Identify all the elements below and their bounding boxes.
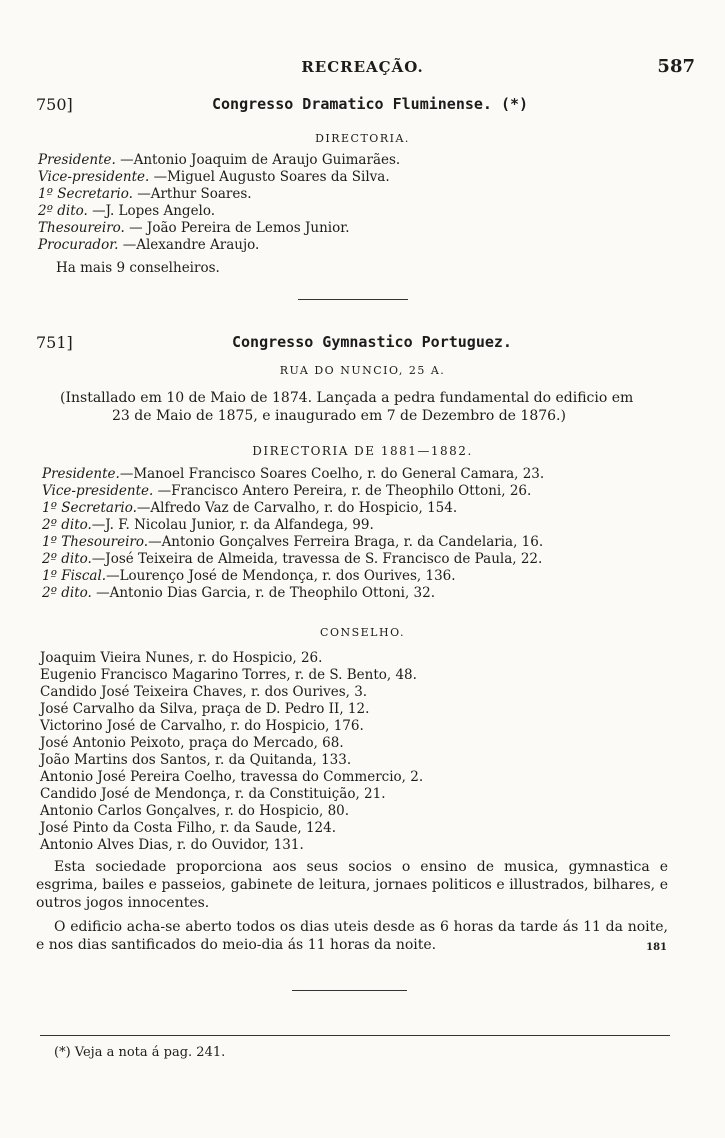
- section-title-751: Congresso Gymnastico Portuguez.: [232, 333, 512, 351]
- society-description: Esta sociedade proporciona aos seus socios o ensino de musica, gymnastica e esgrima, bailes e passeios, gabinete de leitura, jornaes politicos e illustrados, bilhares, e outros jogos innocentes.: [36, 859, 668, 911]
- footnote: (*) Veja a nota á pag. 241.: [54, 1045, 226, 1060]
- conselho-member: José Pinto da Costa Filho, r. da Saude, 124.: [40, 820, 337, 836]
- directory-line: Procurador. —Alexandre Araujo.: [38, 237, 260, 253]
- directory-line: 1º Thesoureiro.—Antonio Gonçalves Ferreira Braga, r. da Candelaria, 16.: [42, 534, 544, 550]
- conselho-member: Antonio José Pereira Coelho, travessa do Commercio, 2.: [40, 769, 424, 785]
- conselho-member: Antonio Alves Dias, r. do Ouvidor, 131.: [40, 837, 304, 853]
- directory-line: 2º dito. —J. Lopes Angelo.: [38, 203, 216, 219]
- entry-number-751: 751]: [36, 333, 73, 352]
- directory-line: 2º dito.—José Teixeira de Almeida, travessa de S. Francisco de Paula, 22.: [42, 551, 543, 567]
- directory-line: 1º Secretario.—Alfredo Vaz de Carvalho, r. do Hospicio, 154.: [42, 500, 458, 516]
- directory-line: Thesoureiro. — João Pereira de Lemos Junior.: [38, 220, 350, 236]
- address-line: RUA DO NUNCIO, 25 A.: [279, 364, 446, 377]
- conselho-member: Candido José de Mendonça, r. da Constituição, 21.: [40, 786, 386, 802]
- running-header: RECREAÇÃO.: [301, 58, 424, 76]
- directory-line: 1º Secretario. —Arthur Soares.: [38, 186, 252, 202]
- directoria-heading-751: DIRECTORIA DE 1881—1882.: [252, 444, 473, 458]
- directory-line: 2º dito. —Antonio Dias Garcia, r. de Theophilo Ottoni, 32.: [42, 585, 436, 601]
- section-title-750: Congresso Dramatico Fluminense. (*): [212, 95, 529, 113]
- conselho-heading: CONSELHO.: [320, 626, 405, 639]
- intro-line-1: (Installado em 10 de Maio de 1874. Lançada a pedra fundamental do edificio em: [60, 390, 634, 406]
- conselho-member: Eugenio Francisco Magarino Torres, r. de S. Bento, 48.: [40, 667, 417, 683]
- intro-line-2: 23 de Maio de 1875, e inaugurado em 7 de Dezembro de 1876.): [112, 408, 566, 424]
- section-divider: [298, 299, 408, 300]
- conselho-member: Antonio Carlos Gonçalves, r. do Hospicio, 80.: [40, 803, 350, 819]
- directory-line: Presidente.—Manoel Francisco Soares Coelho, r. do General Camara, 23.: [42, 466, 545, 482]
- directory-line: Vice-presidente. —Francisco Antero Pereira, r. de Theophilo Ottoni, 26.: [42, 483, 532, 499]
- printer-signature: 181: [646, 942, 667, 953]
- page-number: 587: [657, 56, 695, 77]
- directory-line: 1º Fiscal.—Lourenço José de Mendonça, r. dos Ourives, 136.: [42, 568, 456, 584]
- conselheiros-note: Ha mais 9 conselheiros.: [56, 260, 220, 276]
- conselho-member: José Antonio Peixoto, praça do Mercado, 68.: [40, 735, 344, 751]
- directoria-heading-750: DIRECTORIA.: [315, 132, 410, 145]
- entry-number-750: 750]: [36, 95, 73, 114]
- conselho-member: Victorino José de Carvalho, r. do Hospicio, 176.: [40, 718, 364, 734]
- directory-line: Presidente. —Antonio Joaquim de Araujo Guimarães.: [38, 152, 401, 168]
- directory-line: 2º dito.—J. F. Nicolau Junior, r. da Alfandega, 99.: [42, 517, 374, 533]
- conselho-member: Candido José Teixeira Chaves, r. dos Ourives, 3.: [40, 684, 368, 700]
- directory-line: Vice-presidente. —Miguel Augusto Soares da Silva.: [38, 169, 390, 185]
- opening-hours: O edificio acha-se aberto todos os dias uteis desde as 6 horas da tarde ás 11 da noite, e nos dias santificados do meio-dia ás 11 horas da noite.: [36, 919, 668, 953]
- footnote-rule: [40, 1035, 670, 1036]
- section-divider: [292, 990, 407, 991]
- conselho-member: José Carvalho da Silva, praça de D. Pedro II, 12.: [40, 701, 370, 717]
- conselho-member: João Martins dos Santos, r. da Quitanda, 133.: [40, 752, 352, 768]
- conselho-member: Joaquim Vieira Nunes, r. do Hospicio, 26.: [40, 650, 323, 666]
